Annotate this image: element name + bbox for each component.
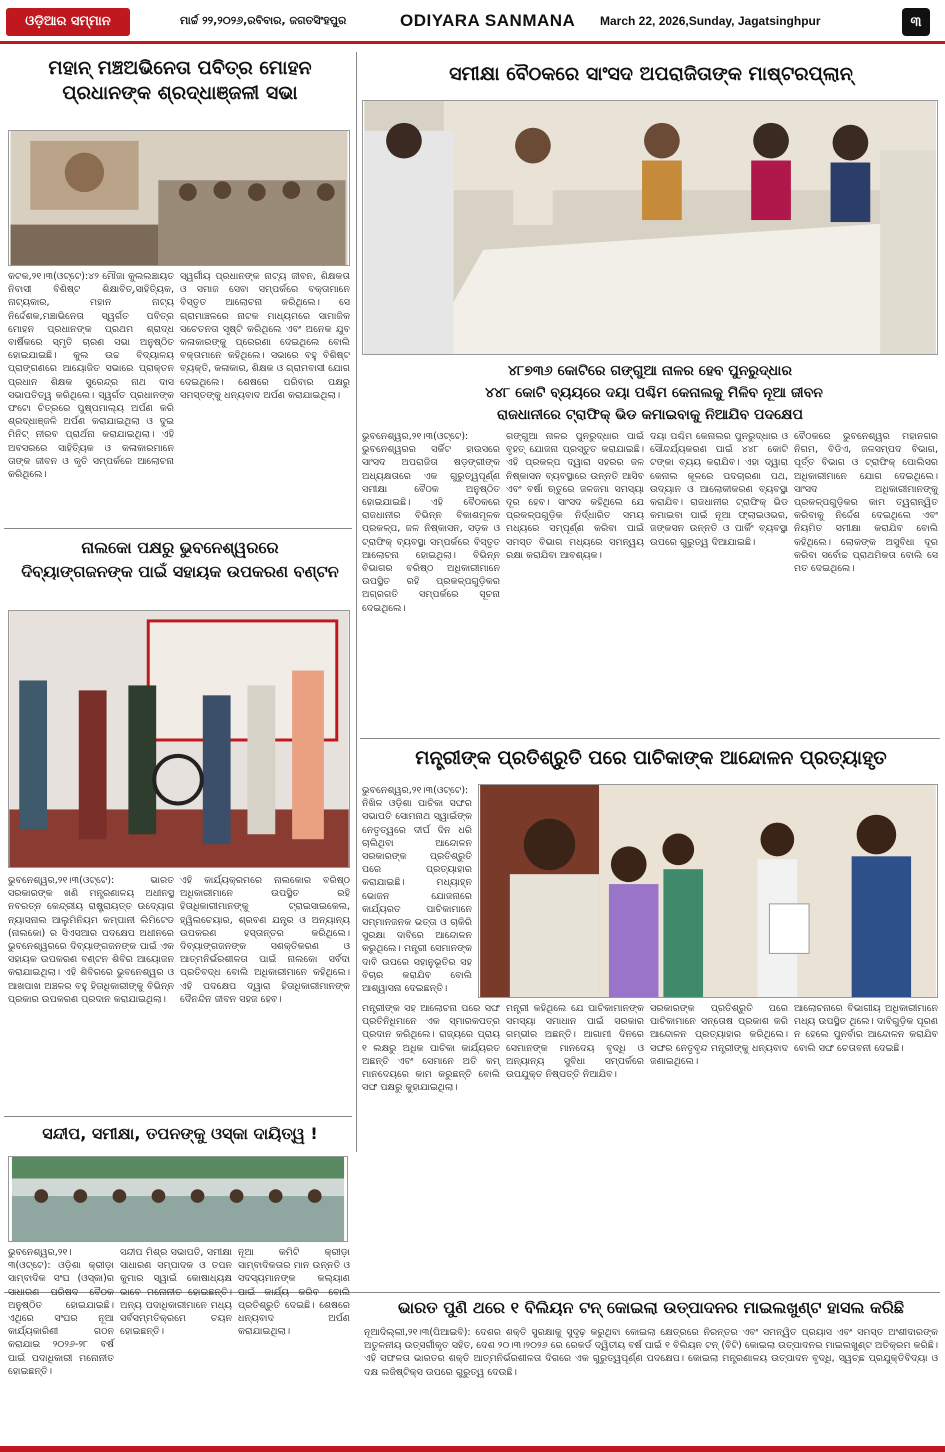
tribute-body-col1: କଟକ,୨୧।୩(ଓଟ୍ଟେ):୪୨ ମୌଜା କୁଲଲଞ୍ଚାୟତ ନିବାସୀ ବିଶିଷ୍ଟ ଶିକ୍ଷାବିତ୍,ସାହିତ୍ୟିକ, ନାଟ୍ୟକାର, ମହାନ ନାଟ୍ୟ ନିର୍ଦ୍ଦେଶକ,ମଞ୍ଚାଭିନେତା ସ୍ୱର୍ଗତ ପବିତ୍ର ମୋହନ ପ୍ରଧାନଙ୍କ ପ୍ରଥମ ଶ୍ରାଦ୍ଧ ବାର୍ଷିକରେ ସ୍ମୃତି ଚାରଣ ସଭା ଅନୁଷ୍ଠିତ ହୋଇଯାଇଛି। କୁଲ ଉଚ୍ଚ ବିଦ୍ୟାଳୟ ପ୍ରାଙ୍ଗଣରେ ଆୟୋଜିତ ସଭାରେ ପ୍ରାକ୍ତନ ପ୍ରଧାନ ଶିକ୍ଷକ ସୁରେନ୍ଦ୍ର ନାଥ ଦାସ ସଭାପତିତ୍ୱ କରିଥିଲେ। ସ୍ୱର୍ଗତ ପ୍ରଧାନଙ୍କ ଫଟୋ ଚିତ୍ରରେ ପୁଷ୍ପମାଲ୍ୟ ଅର୍ପଣ କରି ଶ୍ରଦ୍ଧାଞ୍ଜଳି ଅର୍ପଣ କରାଯାଇଥିଲା ଓ ଦୁଇ ମିନିଟ୍ ନୀରବ ପ୍ରାର୍ଥନା କରାଯାଇଥିଲା। ଏହି ଅବସରରେ ସାହିତ୍ୟିକ ଓ କଳାକାରମାନେ ତାଙ୍କ ଜୀବନ ଓ କୃତି ସମ୍ପର୍କରେ ଆଲୋଚନା କରିଥିଲେ। [8, 271, 174, 481]
tribute-headline: ମହାନ୍ ମଞ୍ଚଅଭିନେତା ପବିତ୍ର ମୋହନ ପ୍ରଧାନଙ୍କ ଶ୍ରଦ୍ଧାଞ୍ଜଳୀ ସଭା [48, 57, 312, 104]
cooks-body-col1: ମନ୍ତ୍ରୀଙ୍କ ସହ ଆଲୋଚନା ପରେ ସଙ୍ଘ ପ୍ରତିନିଧିମାନେ ଏକ ସ୍ମାରକପତ୍ର ପ୍ରଦାନ କରିଥିଲେ। ରାଜ୍ୟରେ ପ୍ରାୟ ୧ ଲକ୍ଷରୁ ଅଧିକ ପାଚିକା କାର୍ଯ୍ୟରତ ଅଛନ୍ତି ଏବଂ ସେମାନେ ଅତି କମ୍ ମାନଦେୟରେ କାମ କରୁଛନ୍ତି ବୋଲି ସଙ୍ଘ ପକ୍ଷରୁ କୁହାଯାଇଥିଲା। [362, 1003, 500, 1094]
coal-headline: ଭାରତ ପୁଣି ଥରେ ୧ ବିଲିୟନ ଟନ୍ କୋଇଲା ଉତ୍ପାଦନର ମାଇଲଖୁଣ୍ଟ ହାସଲ କରିଛି [397, 1298, 905, 1317]
photo-group-icon [9, 1157, 347, 1241]
cooks-photo [478, 784, 938, 998]
cooks-body-col4: ଆଲୋଚନାରେ ବିଭାଗୀୟ ଅଧିକାରୀମାନେ ମଧ୍ୟ ଉପସ୍ଥିତ ଥିଲେ। ଦାବିଗୁଡ଼ିକ ପୂରଣ ନ ହେଲେ ପୁନର୍ବାର ଆନ୍ଦୋଳନ କରାଯିବ ବୋଲି ସଙ୍ଘ ଚେତାବନୀ ଦେଇଛି। [794, 1003, 938, 1054]
coal-body: ନୂଆଦିଲ୍ଲୀ,୨୧।୩(ପିଆଇବି): ଦେଶର ଶକ୍ତି ସୁରକ୍ଷାକୁ ସୁଦୃଢ଼ କରୁଥିବା କୋଇଲା କ୍ଷେତ୍ରରେ ନିରନ୍ତର ଏବଂ ସମନ୍ୱିତ ପ୍ରୟାସ ଏବଂ ସମସ୍ତ ଅଂଶୀଦାରଙ୍କ ଅତୁଳନୀୟ ଉତ୍ସର୍ଗୀକୃତ ସହିତ, ଦେଶ ୨୦।୩।୨୦୨୬ ରେ ରେକର୍ଡ ଦ୍ୱିତୀୟ ବର୍ଷ ପାଇଁ ୧ ବିଲିୟନ ଟନ୍ (ବିଟି) କୋଇଲା ଉତ୍ପାଦନର ମାଇଲଖୁଣ୍ଟ ଅତିକ୍ରମ କରିଛି। ଏହି ସଫଳତା ଭାରତର ଶକ୍ତି ଆତ୍ମନିର୍ଭରଶୀଳତା ଦିଗରେ ଏକ ଗୁରୁତ୍ୱପୂର୍ଣ୍ଣ ପଦକ୍ଷେପ। କୋଇଲା ମନ୍ତ୍ରଣାଳୟ ଉତ୍ପାଦନ ବୃଦ୍ଧି, ସ୍ୱଚ୍ଛ ପ୍ରଯୁକ୍ତିବିଦ୍ୟା ଓ ଦକ୍ଷ ଲଜିଷ୍ଟିକ୍ସ ଉପରେ ଗୁରୁତ୍ୱ ଦେଉଛି। [364, 1327, 938, 1378]
cooks-body-col2: ମନ୍ତ୍ରୀ କହିଥିଲେ ଯେ ପାଚିକାମାନଙ୍କ ସମସ୍ୟା ସମାଧାନ ପାଇଁ ସରକାର ଗମ୍ଭୀର ଅଛନ୍ତି। ଆଗାମୀ ଦିନରେ ସେମାନଙ୍କ ମାନଦେୟ ବୃଦ୍ଧି ଓ ଅନ୍ୟାନ୍ୟ ସୁବିଧା ସମ୍ପର୍କରେ ଉପଯୁକ୍ତ ନିଷ୍ପତ୍ତି ନିଆଯିବ। [506, 1003, 644, 1081]
photo-nalco-icon [9, 611, 349, 867]
photo-meeting-icon [363, 101, 937, 354]
review-headline: ସମୀକ୍ଷା ବୈଠକରେ ସାଂସଦ ଅପରାଜିତାଙ୍କ ମାଷ୍ଟରପ୍ଲାନ୍ [449, 63, 853, 85]
bottom-accent-bar [0, 1446, 945, 1452]
nalco-headline-line1: ନାଲକୋ ପକ୍ଷରୁ ଭୁବନେଶ୍ୱରରେ [81, 538, 279, 557]
review-body-col1: ଭୁବନେଶ୍ୱର,୨୧।୩(ଓଟ୍ଟେ): ଭୁବନେଶ୍ୱରର ସର୍କିଟ ହାଉସରେ ସାଂସଦ ଅପରାଜିତା ଷଡ଼ଙ୍ଗୀଙ୍କ ଅଧ୍ୟକ୍ଷତାରେ ଏକ ଗୁରୁତ୍ୱପୂର୍ଣ୍ଣ ସମୀକ୍ଷା ବୈଠକ ଅନୁଷ୍ଠିତ ହୋଇଯାଇଛି। ଏହି ବୈଠକରେ ରାଜଧାନୀର ବିଭିନ୍ନ ବିକାଶମୂଳକ ପ୍ରକଳ୍ପ, ଜଳ ନିଷ୍କାସନ, ସଡ଼କ ଓ ଟ୍ରାଫିକ୍ ବ୍ୟବସ୍ଥା ସମ୍ପର୍କରେ ବିସ୍ତୃତ ଆଲୋଚନା ହୋଇଥିଲା। ବିଭିନ୍ନ ବିଭାଗର ବରିଷ୍ଠ ଅଧିକାରୀମାନେ ଉପସ୍ଥିତ ରହି ପ୍ରକଳ୍ପଗୁଡ଼ିକର ଅଗ୍ରଗତି ସମ୍ପର୍କରେ ସୂଚନା ଦେଇଥିଲେ। [362, 431, 500, 614]
review-photo [362, 100, 938, 355]
appointment-headline: ସନ୍ଦୀପ, ସମୀକ୍ଷା, ତପନଙ୍କୁ ଓସ୍କା ଦାୟିତ୍ୱ ! [42, 1124, 318, 1143]
cooks-body-col3: ସରକାରଙ୍କ ପ୍ରତିଶ୍ରୁତି ପରେ ପାଚିକାମାନେ ସନ୍ତୋଷ ପ୍ରକାଶ କରି ଆନ୍ଦୋଳନ ପ୍ରତ୍ୟାହାର କରିଥିଲେ। ସଙ୍ଘର ନେତୃବୃନ୍ଦ ମନ୍ତ୍ରୀଙ୍କୁ ଧନ୍ୟବାଦ ଜଣାଇଥିଲେ। [650, 1003, 788, 1067]
cooks-headline: ମନ୍ତ୍ରୀଙ୍କ ପ୍ରତିଶ୍ରୁତି ପରେ ପାଚିକାଙ୍କ ଆନ୍ଦୋଳନ ପ୍ରତ୍ୟାହୃତ [415, 747, 887, 769]
column-rule [356, 52, 357, 1152]
masthead [0, 0, 945, 44]
cooks-body-left: ଭୁବନେଶ୍ୱର,୨୧।୩(ଓଟ୍ଟେ): ନିଖିଳ ଓଡ଼ିଶା ପାଚିକା ସଙ୍ଘର ସଭାପତି ସୋମନାଥ ସ୍ୱାଇଁଙ୍କ ନେତୃତ୍ୱରେ ଦୀର୍ଘ ଦିନ ଧରି ଚାଲିଥିବା ଆନ୍ଦୋଳନ ସରକାରଙ୍କ ପ୍ରତିଶ୍ରୁତି ପରେ ପ୍ରତ୍ୟାହାର କରାଯାଇଛି। ମଧ୍ୟାହ୍ନ ଭୋଜନ ଯୋଜନାରେ କାର୍ଯ୍ୟରତ ପାଚିକାମାନେ ସମ୍ମାନଜନକ ଭତ୍ତା ଓ ଚାକିରି ସୁରକ୍ଷା ଦାବିରେ ଆନ୍ଦୋଳନ କରୁଥିଲେ। ମନ୍ତ୍ରୀ ସେମାନଙ୍କ ଦାବି ଉପରେ ସହାନୁଭୂତିର ସହ ବିଚାର କରାଯିବ ବୋଲି ଆଶ୍ୱାସନା ଦେଇଛନ୍ତି। [362, 785, 472, 995]
photo-tribute-icon [9, 131, 349, 265]
nalco-headline [8, 536, 352, 584]
tribute-body-col2: ସ୍ୱର୍ଗୀୟ ପ୍ରଧାନଙ୍କ ନାଟ୍ୟ ଜୀବନ, ଶିକ୍ଷକତା ଓ ସମାଜ ସେବା ସମ୍ପର୍କରେ ବକ୍ତାମାନେ ବିସ୍ତୃତ ଆଲୋଚନା କରିଥିଲେ। ସେ ଗ୍ରାମାଞ୍ଚଳରେ ନାଟକ ମାଧ୍ୟମରେ ସାମାଜିକ ସଚେତନତା ସୃଷ୍ଟି କରିଥିଲେ ଏବଂ ଅନେକ ଯୁବ କଳାକାରଙ୍କୁ ପ୍ରେରଣା ଦେଇଥିଲେ ବୋଲି ବକ୍ତାମାନେ କହିଥିଲେ। ସଭାରେ ବହୁ ବିଶିଷ୍ଟ ବ୍ୟକ୍ତି, କଳାକାର, ଶିକ୍ଷକ ଓ ଗ୍ରାମବାସୀ ଯୋଗ ଦେଇଥିଲେ। ଶେଷରେ ପରିବାର ପକ୍ଷରୁ ସମସ୍ତଙ୍କୁ ଧନ୍ୟବାଦ ଅର୍ପଣ କରାଯାଇଥିଲା। [180, 271, 350, 401]
dateline-english: March 22, 2026,Sunday, Jagatsinghpur [600, 14, 821, 28]
paper-logo: ଓଡ଼ିଆର ସମ୍ମାନ [6, 8, 130, 36]
nalco-headline-line2: ଦିବ୍ୟାଙ୍ଗଜନଙ୍କ ପାଇଁ ସହାୟକ ଉପକରଣ ବଣ୍ଟନ [21, 562, 339, 581]
photo-protest-icon [479, 785, 937, 997]
review-body-col4: ବୈଠକରେ ଭୁବନେଶ୍ୱର ମହାନଗର ନିଗମ, ବିଡିଏ, ଜଳସମ୍ପଦ ବିଭାଗ, ପୂର୍ତ୍ତ ବିଭାଗ ଓ ଟ୍ରାଫିକ୍ ପୋଲିସର ଅଧିକାରୀମାନେ ଯୋଗ ଦେଇଥିଲେ। ସାଂସଦ ଅଧିକାରୀମାନଙ୍କୁ ପ୍ରକଳ୍ପଗୁଡ଼ିକର କାମ ତ୍ୱରାନ୍ୱିତ କରିବାକୁ ନିର୍ଦ୍ଦେଶ ଦେଇଥିଲେ ଏବଂ ନିୟମିତ ସମୀକ୍ଷା କରାଯିବ ବୋଲି କହିଥିଲେ। ଲୋକଙ୍କ ଅସୁବିଧା ଦୂର କରିବା ସର୍ବୋଚ୍ଚ ପ୍ରାଥମିକତା ବୋଲି ସେ ମତ ଦେଇଥିଲେ। [794, 431, 938, 575]
appointment-photo [8, 1156, 348, 1242]
appointment-body-col1: ଭୁବନେଶ୍ୱର,୨୧।୩(ଓଟ୍ଟେ): ଓଡ଼ିଶା କ୍ରୀଡ଼ା ସାମ୍ବାଦିକ ସଂଘ (ଓସ୍କା)ର ସାଧାରଣ ପରିଷଦ ବୈଠକ ଅନୁଷ୍ଠିତ ହୋଇଯାଇଛି। ଏଥିରେ ସଂଘର ନୂଆ କାର୍ଯ୍ୟକାରିଣୀ ଗଠନ କରାଯାଇ ୨୦୨୬-୨୮ ବର୍ଷ ପାଇଁ ପଦାଧିକାରୀ ମନୋନୀତ ହୋଇଛନ୍ତି। [8, 1247, 114, 1377]
paper-name: ODIYARA SANMANA [400, 11, 576, 30]
page-number: ୩ [902, 8, 930, 36]
appointment-body-col2: ସନ୍ଦୀପ ମିଶ୍ର ସଭାପତି, ସମୀକ୍ଷା ସାଧାରଣ ସମ୍ପାଦକ ଓ ତପନ କୁମାର ସ୍ୱାଇଁ କୋଷାଧ୍ୟକ୍ଷ ଭାବେ ମନୋନୀତ ହୋଇଛନ୍ତି। ଅନ୍ୟ ପଦାଧିକାରୀମାନେ ମଧ୍ୟ ସର୍ବସମ୍ମତିକ୍ରମେ ଚୟନ ହୋଇଛନ୍ତି। [120, 1247, 232, 1338]
review-body-col3: ଦୟା ପଶ୍ଚିମ କେନାଲର ପୁନରୁଦ୍ଧାର ଓ ସୌନ୍ଦର୍ଯ୍ୟକରଣ ପାଇଁ ୪୪୮ କୋଟି ଟଙ୍କା ବ୍ୟୟ କରାଯିବ। ଏହା ଦ୍ୱାରା କେନାଲ କୂଳରେ ପଦଚାରଣା ପଥ, ଉଦ୍ୟାନ ଓ ଆଲୋକୀକରଣ ବ୍ୟବସ୍ଥା କରାଯିବ। ରାଜଧାନୀର ଟ୍ରାଫିକ୍ ଭିଡ କମାଇବା ପାଇଁ ନୂଆ ଫ୍ଲାଇଓଭର, ଜଙ୍କସନ ଉନ୍ନତି ଓ ପାର୍କିଂ ବ୍ୟବସ୍ଥା ଉପରେ ଗୁରୁତ୍ୱ ଦିଆଯାଇଛି। [650, 431, 788, 548]
nalco-photo [8, 610, 350, 868]
section-rule [4, 528, 352, 529]
section-rule [360, 738, 940, 739]
nalco-body-col2: ଏହି କାର୍ଯ୍ୟକ୍ରମରେ ନାଲକୋର ବରିଷ୍ଠ ଅଧିକାରୀମାନେ ଉପସ୍ଥିତ ରହି ହିତାଧିକାରୀମାନଙ୍କୁ ଟ୍ରାଇସାଇକେଲ, ହ୍ୱିଲଚେୟାର, ଶ୍ରବଣ ଯନ୍ତ୍ର ଓ ଅନ୍ୟାନ୍ୟ ଉପକରଣ ହସ୍ତାନ୍ତର କରିଥିଲେ। ଦିବ୍ୟାଙ୍ଗଜନଙ୍କ ସଶକ୍ତିକରଣ ଓ ଆତ୍ମନିର୍ଭରଶୀଳତା ପାଇଁ ନାଲକୋ ସର୍ବଦା ପ୍ରତିବଦ୍ଧ ବୋଲି ଅଧିକାରୀମାନେ କହିଥିଲେ। ଏହି ପଦକ୍ଷେପ ଦ୍ୱାରା ହିତାଧିକାରୀମାନଙ୍କ ଦୈନନ୍ଦିନ ଜୀବନ ସହଜ ହେବ। [180, 875, 350, 1005]
nalco-body-col1: ଭୁବନେଶ୍ୱର,୨୧।୩(ଓଟ୍ଟେ): ଭାରତ ସରକାରଙ୍କ ଖଣି ମନ୍ତ୍ରଣାଳୟ ଅଧୀନସ୍ଥ ନବରତ୍ନ କେନ୍ଦ୍ରୀୟ ରାଷ୍ଟ୍ରାୟତ୍ତ ଉଦ୍ୟୋଗ ନ୍ୟାସନାଲ ଆଲୁମିନିୟମ କମ୍ପାନୀ ଲିମିଟେଡ (ନାଲକୋ) ର ସିଏସଆର ପଦକ୍ଷେପ ଅଧୀନରେ ଭୁବନେଶ୍ୱରରେ ଦିବ୍ୟାଙ୍ଗଜନଙ୍କ ପାଇଁ ଏକ ସହାୟକ ଉପକରଣ ବଣ୍ଟନ ଶିବିର ଆୟୋଜନ କରାଯାଇଥିଲା। ଏହି ଶିବିରରେ ଭୁବନେଶ୍ୱର ଓ ଆଖପାଖ ଅଞ୍ଚଳର ବହୁ ହିତାଧିକାରୀଙ୍କୁ ବିଭିନ୍ନ ପ୍ରକାର ଉପକରଣ ପ୍ରଦାନ କରାଯାଇଥିଲା। [8, 875, 174, 1005]
dateline-odia: ମାର୍ଚ୍ଚ ୨୨,୨୦୨୬,ରବିବାର, ଜଗତସିଂହପୁର [180, 14, 347, 27]
section-rule [4, 1116, 352, 1117]
review-body-col2: ଗଙ୍ଗୁଆ ନାଳର ପୁନରୁଦ୍ଧାର ପାଇଁ ବୃହତ୍ ଯୋଜନା ପ୍ରସ୍ତୁତ କରାଯାଇଛି। ଏହି ପ୍ରକଳ୍ପ ଦ୍ୱାରା ସହରର ଜଳ ନିଷ୍କାସନ ବ୍ୟବସ୍ଥାରେ ଉନ୍ନତି ଆସିବ ଏବଂ ବର୍ଷା ଋତୁରେ ଜଳଜମା ସମସ୍ୟା ଦୂର ହେବ। ସାଂସଦ କହିଥିଲେ ଯେ ପ୍ରକଳ୍ପଗୁଡ଼ିକ ନିର୍ଦ୍ଧାରିତ ସମୟ ମଧ୍ୟରେ ସମ୍ପୂର୍ଣ୍ଣ କରିବା ପାଇଁ ସମସ୍ତ ବିଭାଗ ମଧ୍ୟରେ ସମନ୍ୱୟ ରକ୍ଷା କରାଯିବା ଆବଶ୍ୟକ। [506, 431, 644, 561]
tribute-photo [8, 130, 350, 266]
review-subhead-3: ରାଜଧାନୀରେ ଟ୍ରାଫିକ୍ ଭିଡ କମାଇବାକୁ ନିଆଯିବ ପଦକ୍ଷେପ [497, 407, 803, 423]
review-subhead-1: ୪୮୭୩୬ କୋଟିରେ ଗଙ୍ଗୁଆ ନାଳର ହେବ ପୁନରୁଦ୍ଧାର [508, 363, 792, 379]
review-subhead-2: ୪୪୮ କୋଟି ବ୍ୟୟରେ ଦୟା ପଶ୍ଚିମ କେନାଲକୁ ମିଳିବ ନୂଆ ଜୀବନ [485, 385, 823, 401]
appointment-body-col3: ନୂଆ କମିଟି କ୍ରୀଡ଼ା ସାମ୍ବାଦିକତାର ମାନ ଉନ୍ନତି ଓ ସଦସ୍ୟମାନଙ୍କ କଲ୍ୟାଣ ପାଇଁ କାର୍ଯ୍ୟ କରିବ ବୋଲି ପ୍ରତିଶ୍ରୁତି ଦେଇଛି। ଶେଷରେ ଧନ୍ୟବାଦ ଅର୍ପଣ କରାଯାଇଥିଲା। [238, 1247, 350, 1338]
